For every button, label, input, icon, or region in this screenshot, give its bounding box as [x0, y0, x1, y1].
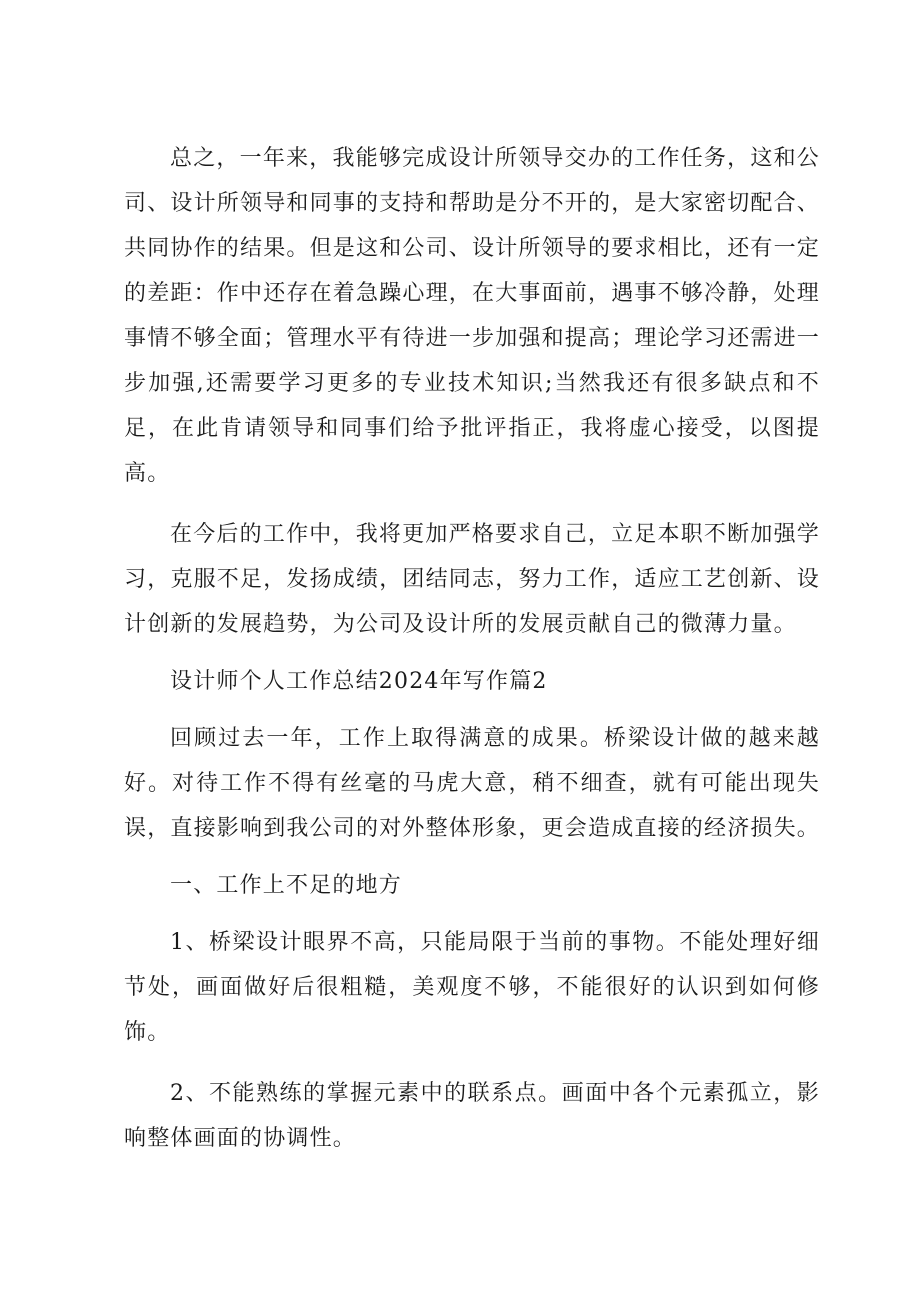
paragraph-summary: 总之，一年来，我能够完成设计所领导交办的工作任务，这和公司、设计所领导和同事的支持和帮助是分不开的，是大家密切配合、共同协作的结果。但是这和公司、设计所领导的要求相比，还有一定的差距：作中还存在着急躁心理，在大事面前，遇事不够冷静，处理事情不够全面；管理水平有待进一步加强和提高；理论学习还需进一步加强,还需要学习更多的专业技术知识;当然我还有很多缺点和不足，在此肯请领导和同事们给予批评指正，我将虚心接受，以图提高。: [124, 146, 821, 486]
section-title: 设计师个人工作总结2024年写作篇2: [170, 669, 548, 694]
list-item-1: 1、桥梁设计眼界不高，只能局限于当前的事物。不能处理好细节处，画面做好后很粗糙，美观度不够，不能很好的认识到如何修饰。: [124, 930, 820, 1045]
paragraph-future-plans: 在今后的工作中，我将更加严格要求自己，立足本职不断加强学习，克服不足，发扬成绩，团结同志，努力工作，适应工艺创新、设计创新的发展趋势，为公司及设计所的发展贡献自己的微薄力量。: [124, 522, 821, 637]
document-body: [124, 136, 820, 1177]
subsection-heading: 一、工作上不足的地方: [170, 873, 403, 898]
paragraph-review: 回顾过去一年，工作上取得满意的成果。桥梁设计做的越来越好。对待工作不得有丝毫的马虎大意，稍不细查，就有可能出现失误，直接影响到我公司的对外整体形象，更会造成直接的经济损失。: [124, 726, 821, 841]
list-item-2: 2、不能熟练的掌握元素中的联系点。画面中各个元素孤立，影响整体画面的协调性。: [124, 1081, 820, 1151]
